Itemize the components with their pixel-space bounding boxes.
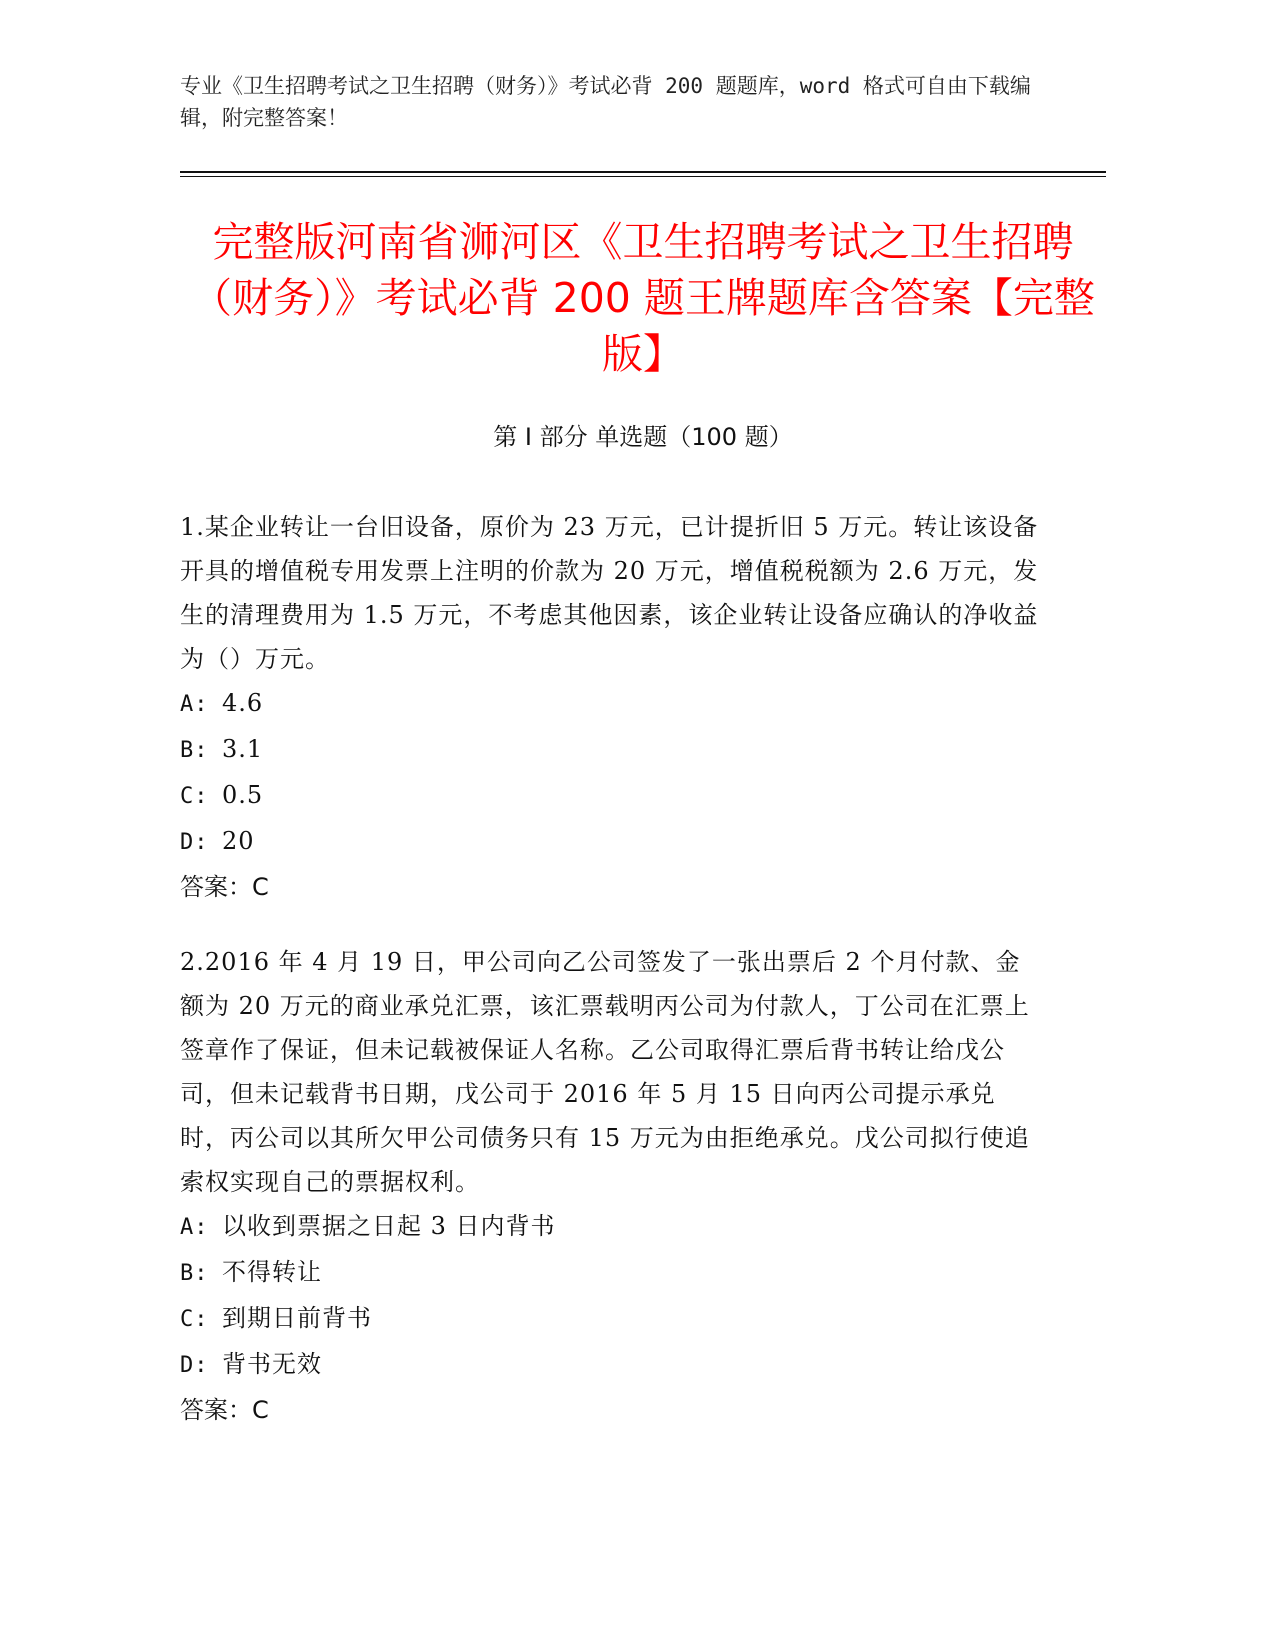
option-letter: B: [180,1261,209,1286]
option-letter: C: [180,784,209,809]
option-b [180,727,1040,773]
answer-label: 答案：C [180,1396,269,1424]
option-d [180,819,1040,865]
question-1 [180,505,1040,909]
header-rule-thin [180,176,1106,177]
document-title: 完整版河南省浉河区《卫生招聘考试之卫生招聘（财务）》考试必背 200 题王牌题库含答案【完整版】 [191,218,1095,378]
option-a [180,681,1040,727]
option-text: 背书无效 [222,1350,322,1378]
section-title: 第 I 部分 单选题（100 题） [493,423,793,451]
option-text: 4.6 [222,689,264,717]
option-letter: C: [180,1307,209,1332]
option-text: 到期日前背书 [222,1304,372,1332]
question-stem: 2.2016 年 4 月 19 日，甲公司向乙公司签发了一张出票后 2 个月付款、金额为 20 万元的商业承兑汇票，该汇票载明丙公司为付款人，丁公司在汇票上签章作了保证，但未记载被保证人名称。乙公司取得汇票后背书转让给戊公司，但未记载背书日期，戊公司于 2016 年 5 月 15 日向丙公司提示承兑时，丙公司以其所欠甲公司债务只有 15 万元为由拒绝承兑。戊公司拟行使追索权实现自己的票据权利。 [180,948,1030,1196]
option-letter: D: [180,1353,209,1378]
option-text: 以收到票据之日起 3 日内背书 [222,1212,556,1240]
option-a [180,1204,1040,1250]
header-rule-thick [180,171,1106,173]
option-letter: D: [180,830,209,855]
option-b [180,1250,1040,1296]
option-letter: B: [180,738,209,763]
question-stem: 1.某企业转让一台旧设备，原价为 23 万元，已计提折旧 5 万元。转让该设备开具的增值税专用发票上注明的价款为 20 万元，增值税税额为 2.6 万元，发生的清理费用为 1.5 万元，不考虑其他因素，该企业转让设备应确认的净收益为（）万元。 [180,513,1039,673]
option-d [180,1342,1040,1388]
option-letter: A: [180,1215,209,1240]
option-letter: A: [180,692,209,717]
option-c [180,1296,1040,1342]
option-text: 20 [222,827,255,855]
option-text: 不得转让 [222,1258,322,1286]
question-2 [180,940,1040,1432]
option-text: 3.1 [222,735,264,763]
answer-label: 答案：C [180,873,269,901]
option-text: 0.5 [222,781,264,809]
header-note: 专业《卫生招聘考试之卫生招聘（财务）》考试必背 200 题题库，word 格式可自由下载编辑，附完整答案！ [180,74,1031,130]
option-c [180,773,1040,819]
